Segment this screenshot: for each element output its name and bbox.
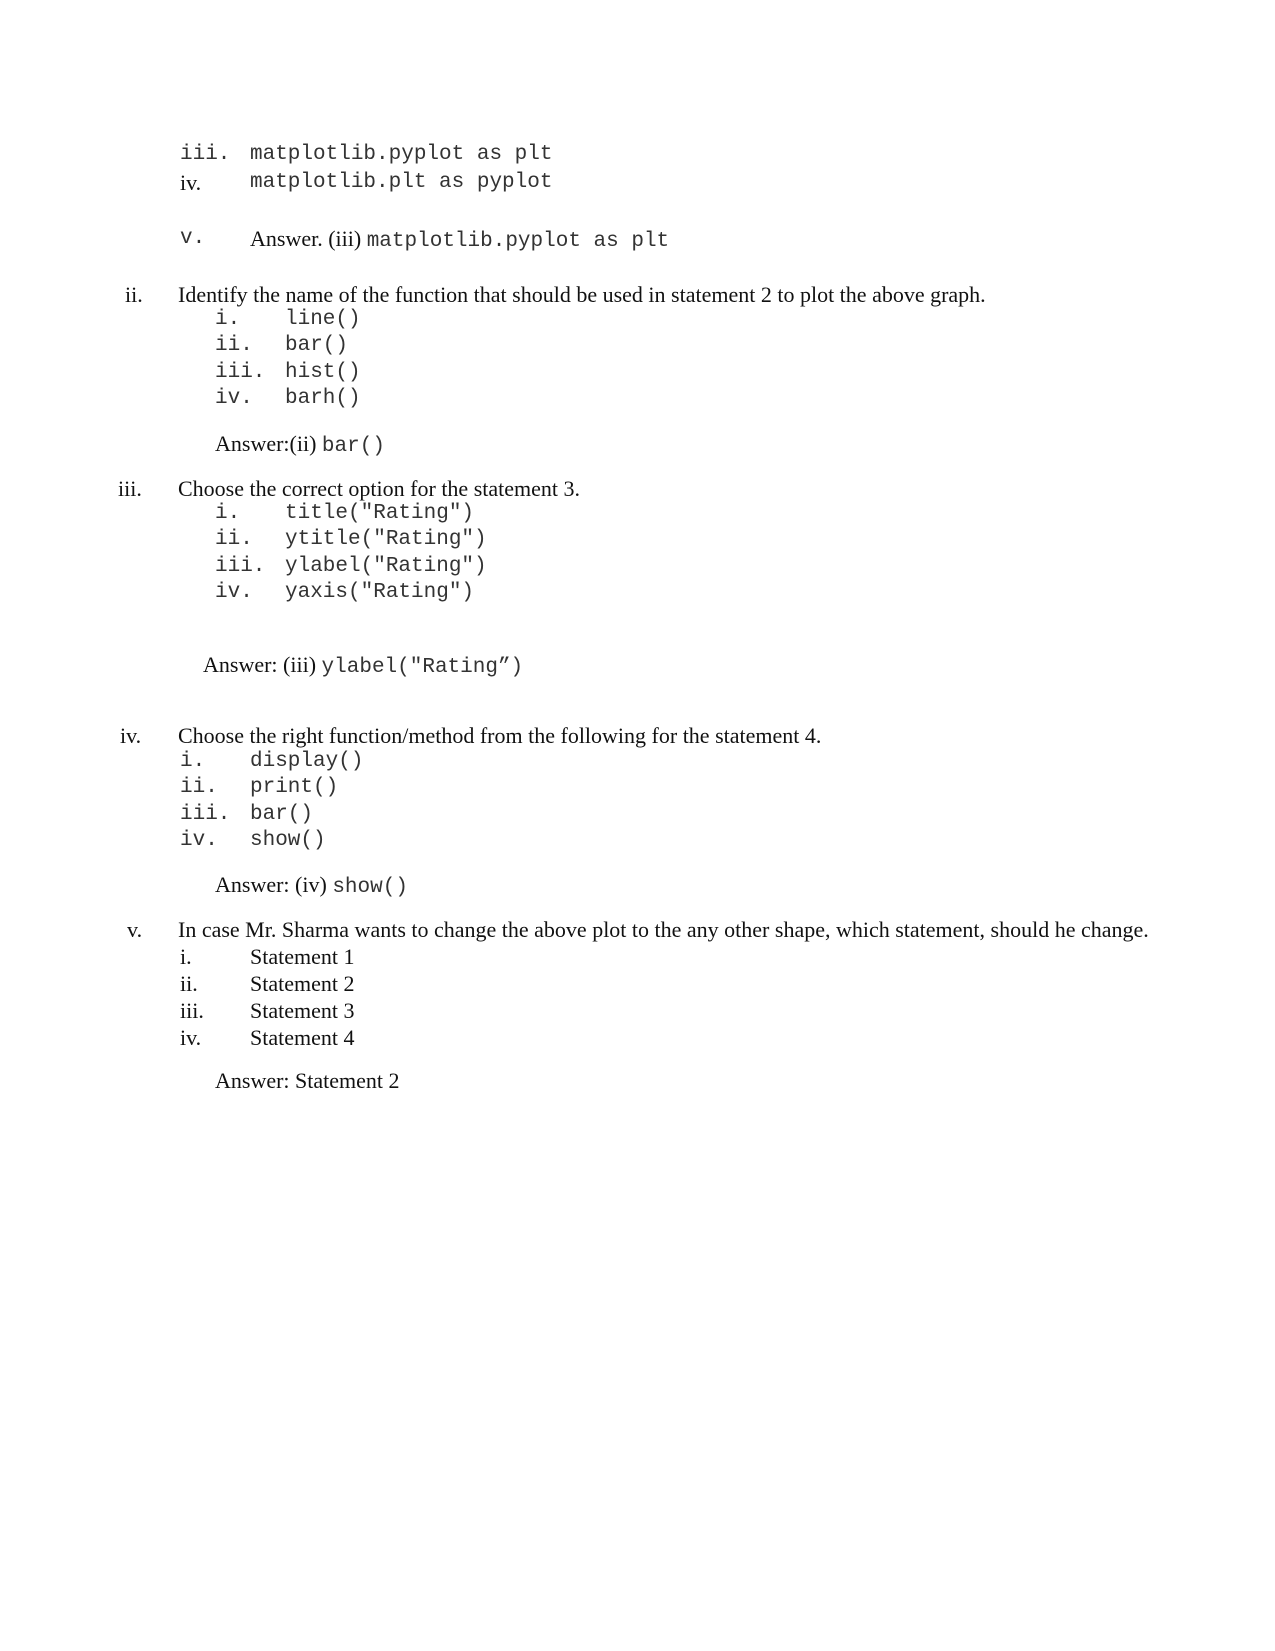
question-text: Identify the name of the function that should be used in statement 2 to plot the above graph. — [178, 282, 986, 307]
option-number: iv. — [180, 829, 218, 852]
option-code: matplotlib.pyplot as plt — [250, 143, 553, 166]
option-number: ii. — [215, 528, 253, 551]
option-number: i. — [180, 750, 206, 773]
option-code: line() — [285, 308, 361, 331]
option-number: ii. — [180, 776, 218, 799]
option-code: matplotlib.plt as pyplot — [250, 171, 553, 194]
option-code: show() — [250, 829, 326, 852]
option-code: display() — [250, 750, 364, 773]
answer-line — [215, 872, 408, 901]
answer-number: v. — [180, 227, 206, 250]
option-code: bar() — [285, 334, 349, 357]
option-code: hist() — [285, 361, 361, 384]
option-number: iv. — [215, 581, 253, 604]
option-code: title("Rating") — [285, 502, 475, 525]
option-number: i. — [215, 308, 241, 331]
answer-text: Answer: Statement 2 — [215, 1068, 400, 1093]
answer-code: ylabel("Rating”) — [321, 656, 524, 679]
option-code: bar() — [250, 803, 314, 826]
option-label: Statement 3 — [250, 998, 355, 1023]
option-code: barh() — [285, 387, 361, 410]
question-number: ii. — [125, 282, 143, 307]
option-number: iii. — [215, 361, 266, 384]
answer-line — [215, 431, 385, 460]
question-text: In case Mr. Sharma wants to change the above plot to the any other shape, which statement, should he change. — [178, 917, 1149, 942]
option-label: Statement 2 — [250, 971, 355, 996]
option-number: iv. — [180, 1025, 202, 1050]
question-number: iv. — [120, 723, 142, 748]
option-number: iv. — [215, 387, 253, 410]
option-number: iii. — [180, 143, 231, 166]
option-number: iv. — [180, 170, 202, 195]
answer-code: bar() — [321, 435, 385, 458]
question-number: iii. — [118, 476, 142, 501]
option-number: iii. — [180, 803, 231, 826]
option-number: ii. — [180, 971, 198, 996]
option-number: i. — [215, 502, 241, 525]
option-number: iii. — [215, 555, 266, 578]
option-label: Statement 4 — [250, 1025, 355, 1050]
answer-line — [250, 226, 669, 255]
option-number: ii. — [215, 334, 253, 357]
option-number: iii. — [180, 998, 204, 1023]
answer-text: Answer. (iii) — [250, 226, 362, 251]
option-code: ytitle("Rating") — [285, 528, 487, 551]
option-number: i. — [180, 944, 192, 969]
question-text: Choose the correct option for the statement 3. — [178, 476, 580, 501]
answer-code: matplotlib.pyplot as plt — [366, 230, 670, 253]
answer-code: show() — [332, 876, 408, 899]
option-code: ylabel("Rating") — [285, 555, 487, 578]
question-text: Choose the right function/method from the following for the statement 4. — [178, 723, 822, 748]
answer-text: Answer:(ii) — [215, 431, 317, 456]
option-code: yaxis("Rating") — [285, 581, 475, 604]
answer-text: Answer: (iv) — [215, 872, 327, 897]
option-label: Statement 1 — [250, 944, 355, 969]
option-code: print() — [250, 776, 339, 799]
question-number: v. — [127, 917, 143, 942]
answer-text: Answer: (iii) — [203, 652, 317, 677]
answer-line — [203, 652, 523, 681]
